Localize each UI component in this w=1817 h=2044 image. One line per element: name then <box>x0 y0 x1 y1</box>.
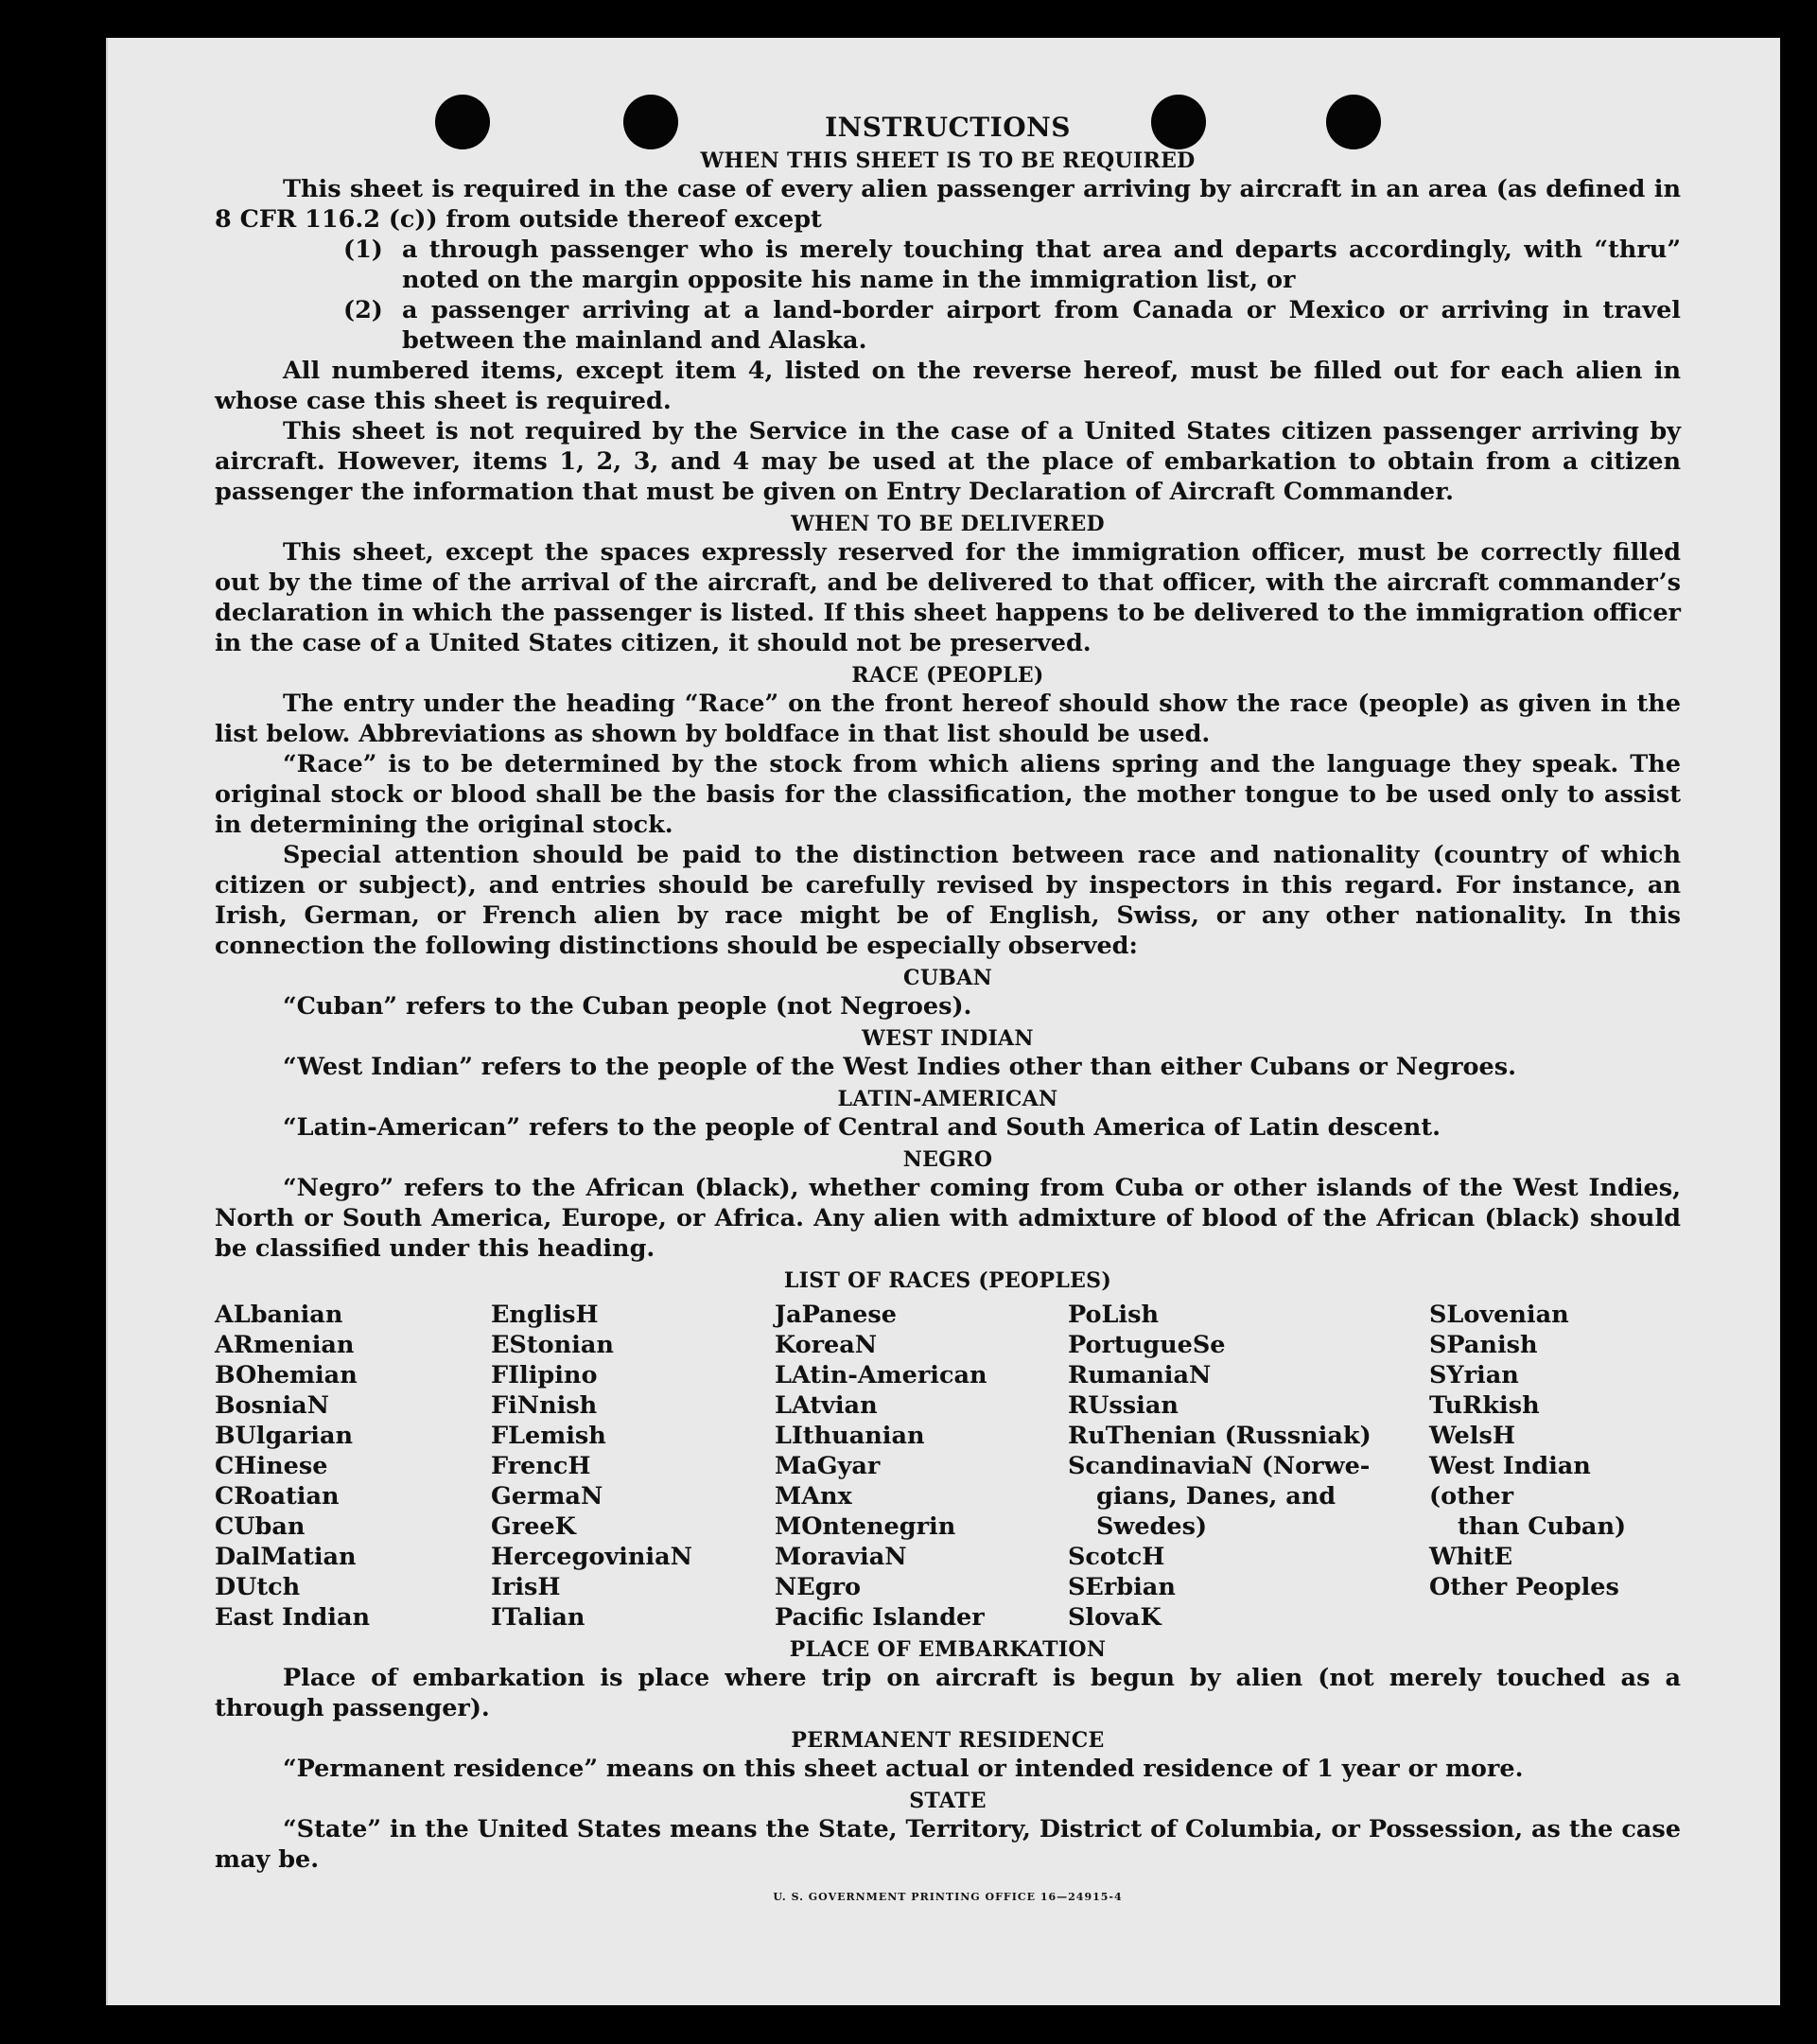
paragraph: All numbered items, except item 4, listed on the reverse hereof, must be filled out for each alien in whose case this sheet is required. <box>215 357 1681 415</box>
race-entry: East Indian <box>215 1603 371 1632</box>
race-entry: SErbian <box>1068 1573 1176 1601</box>
section-heading: NEGRO <box>902 1147 993 1172</box>
document-page <box>106 38 1780 2005</box>
paragraph: “Latin-American” refers to the people of Central and South America of Latin descent. <box>283 1113 1441 1142</box>
item-number: (2) <box>343 296 383 324</box>
race-entry: FIlipino <box>491 1361 598 1389</box>
paragraph: This sheet is not required by the Service in the case of a United States citizen passenger arriving by aircraft. However, items 1, 2, 3, and 4 may be used at the place of embarkation to obtain from a citizen passenger the information that must be given on Entry Declaration of Aircraft Commander. <box>215 417 1681 506</box>
race-entry: GermaN <box>491 1482 603 1511</box>
race-entry: WelsH <box>1429 1422 1515 1450</box>
paragraph: This sheet is required in the case of every alien passenger arriving by aircraft in an area (as defined in 8 CFR 116.2 (c)) from outside thereof except <box>215 175 1681 234</box>
race-entry: LAtin-American <box>775 1361 987 1389</box>
list-item <box>215 295 1681 356</box>
paragraph: “Cuban” refers to the Cuban people (not Negroes). <box>283 992 972 1021</box>
race-entry: SlovaK <box>1068 1603 1162 1632</box>
races-column <box>491 1300 775 1633</box>
race-entry: LIthuanian <box>775 1422 925 1450</box>
instructions-body <box>215 112 1681 1913</box>
races-column <box>1429 1300 1681 1633</box>
paragraph: “West Indian” refers to the people of the West Indies other than either Cubans or Negroes. <box>283 1053 1516 1081</box>
race-entry: MOntenegrin <box>775 1512 956 1541</box>
section-heading: PLACE OF EMBARKATION <box>789 1637 1107 1662</box>
race-entry: CUban <box>215 1512 306 1541</box>
races-column <box>215 1300 491 1633</box>
race-entry: gians, Danes, and <box>1096 1482 1337 1511</box>
race-entry: RumaniaN <box>1068 1361 1212 1389</box>
race-entry: Pacific Islander <box>775 1603 985 1632</box>
list-item <box>215 235 1681 295</box>
race-entry: BOhemian <box>215 1361 358 1389</box>
race-entry: EnglisH <box>491 1301 599 1329</box>
race-entry: SYrian <box>1429 1361 1519 1389</box>
paragraph: “Race” is to be determined by the stock from which aliens spring and the language they speak. The original stock or blood shall be the basis for the classification, the mother tongue to be used only to assist in determining the original stock. <box>215 750 1681 839</box>
paragraph: “State” in the United States means the State, Territory, District of Columbia, or Possession, as the case may be. <box>215 1815 1681 1874</box>
race-entry: BosniaN <box>215 1391 329 1420</box>
section-heading: LATIN-AMERICAN <box>837 1087 1058 1111</box>
race-entry: MaGyar <box>775 1452 881 1480</box>
race-entry: RuThenian (Russniak) <box>1068 1422 1371 1450</box>
page-title: INSTRUCTIONS <box>825 112 1071 143</box>
race-entry: CHinese <box>215 1452 328 1480</box>
race-entry: MAnx <box>775 1482 852 1511</box>
races-list <box>215 1300 1681 1633</box>
paragraph: The entry under the heading “Race” on the front hereof should show the race (people) as given in the list below. Abbreviations as shown by boldface in that list should be used. <box>215 690 1681 748</box>
race-entry: ITalian <box>491 1603 585 1632</box>
race-entry: TuRkish <box>1429 1391 1540 1420</box>
paragraph: “Permanent residence” means on this sheet actual or intended residence of 1 year or more. <box>283 1755 1524 1783</box>
race-entry: SLovenian <box>1429 1301 1569 1329</box>
race-entry: HercegoviniaN <box>491 1543 692 1571</box>
item-number: (1) <box>343 236 383 264</box>
race-entry: PortugueSe <box>1068 1331 1226 1359</box>
race-entry: JaPanese <box>775 1301 897 1329</box>
race-entry: ScotcH <box>1068 1543 1165 1571</box>
race-entry: GreeK <box>491 1512 576 1541</box>
race-entry: PoLish <box>1068 1301 1160 1329</box>
section-heading: WHEN TO BE DELIVERED <box>791 512 1105 536</box>
race-entry: Other Peoples <box>1429 1573 1619 1601</box>
race-entry: ALbanian <box>215 1301 343 1329</box>
race-entry: ScandinaviaN (Norwe- <box>1068 1452 1371 1480</box>
paragraph: This sheet, except the spaces expressly reserved for the immigration officer, must be correctly filled out by the time of the arrival of the aircraft, and be delivered to that officer, with the aircraft commander’s declaration in which the passenger is listed. If this sheet happens to be delivered to the immigration officer in the case of a United States citizen, it should not be preserved. <box>215 538 1681 657</box>
race-entry: ARmenian <box>215 1331 355 1359</box>
race-entry: KoreaN <box>775 1331 878 1359</box>
race-entry: IrisH <box>491 1573 561 1601</box>
race-entry: FiNnish <box>491 1391 598 1420</box>
section-heading: RACE (PEOPLE) <box>851 663 1044 688</box>
section-heading: STATE <box>909 1789 987 1813</box>
race-entry: CRoatian <box>215 1482 340 1511</box>
races-column <box>775 1300 1068 1633</box>
races-column <box>1068 1300 1429 1633</box>
race-entry: RUssian <box>1068 1391 1179 1420</box>
paragraph: Special attention should be paid to the distinction between race and nationality (country of which citizen or subject), and entries should be carefully revised by inspectors in this regard. For instance, an Irish, German, or French alien by race might be of English, Swiss, or any other nationality. In this connection the following distinctions should be especially observed: <box>215 841 1681 960</box>
race-entry: MoraviaN <box>775 1543 907 1571</box>
section-heading: WEST INDIAN <box>862 1026 1034 1051</box>
race-entry: than Cuban) <box>1458 1512 1627 1541</box>
race-entry: West Indian (other <box>1429 1452 1591 1511</box>
race-entry: SPanish <box>1429 1331 1538 1359</box>
race-entry: LAtvian <box>775 1391 878 1420</box>
item-text: a through passenger who is merely touching that area and departs accordingly, with “thru” noted on the margin opposite his name in the immigration list, or <box>402 236 1681 294</box>
paragraph: Place of embarkation is place where trip on aircraft is begun by alien (not merely touched as a through passenger). <box>215 1664 1681 1722</box>
item-text: a passenger arriving at a land-border airport from Canada or Mexico or arriving in travel between the mainland and Alaska. <box>402 296 1681 355</box>
race-entry: FrencH <box>491 1452 591 1480</box>
section-heading: WHEN THIS SHEET IS TO BE REQUIRED <box>700 148 1196 173</box>
race-entry: WhitE <box>1429 1543 1513 1571</box>
race-entry: Swedes) <box>1096 1512 1208 1541</box>
printer-imprint: U. S. GOVERNMENT PRINTING OFFICE 16—24915-4 <box>773 1891 1123 1903</box>
race-entry: FLemish <box>491 1422 606 1450</box>
race-entry: NEgro <box>775 1573 862 1601</box>
race-entry: DalMatian <box>215 1543 357 1571</box>
paragraph: “Negro” refers to the African (black), whether coming from Cuba or other islands of the West Indies, North or South America, Europe, or Africa. Any alien with admixture of blood of the African (black) should be classified under this heading. <box>215 1174 1681 1263</box>
race-entry: EStonian <box>491 1331 614 1359</box>
section-heading: PERMANENT RESIDENCE <box>791 1728 1105 1753</box>
section-heading: CUBAN <box>903 966 992 990</box>
section-heading: LIST OF RACES (PEOPLES) <box>783 1268 1112 1293</box>
race-entry: BUlgarian <box>215 1422 354 1450</box>
race-entry: DUtch <box>215 1573 301 1601</box>
